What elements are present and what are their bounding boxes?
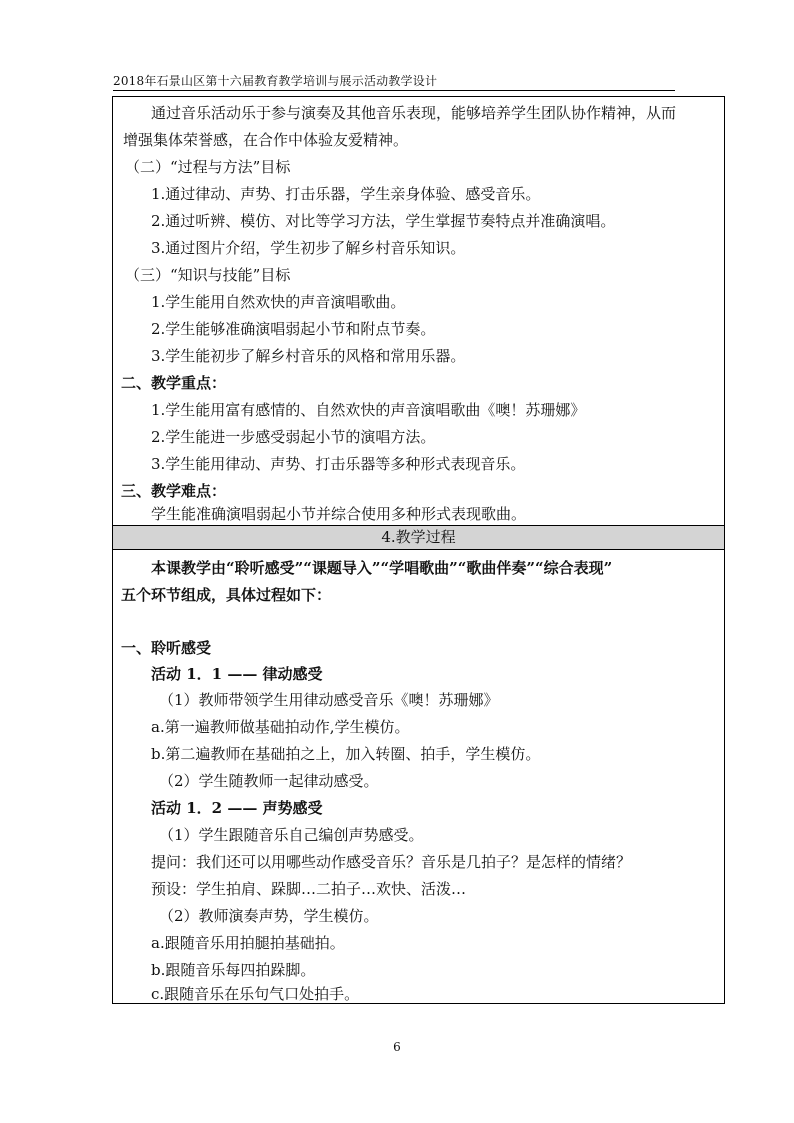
table-divider-bottom [113,549,724,550]
knowledge-skill-heading: （三）“知识与技能”目标 [125,266,291,284]
document-header: 2018年石景山区第十六届教育教学培训与展示活动教学设计 [113,74,675,91]
process-overview-line-2: 五个环节组成，具体过程如下： [121,586,332,604]
difficulty-heading: 三、教学难点： [121,482,227,500]
process-item: 1.通过律动、声势、打击乐器，学生亲身体验、感受音乐。 [151,185,541,203]
lesson-table [112,96,725,1004]
knowledge-item: 1.学生能用自然欢快的声音演唱歌曲。 [151,293,406,311]
activity-1-1-title: 活动 1．1 —— 律动感受 [151,665,323,683]
activity-line: 预设：学生拍肩、跺脚…二拍子…欢快、活泼… [151,880,467,898]
part-listening-heading: 一、聆听感受 [121,639,212,657]
objective-intro-line-2: 增强集体荣誉感，在合作中体验友爱精神。 [123,131,409,149]
knowledge-item: 2.学生能够准确演唱弱起小节和附点节奏。 [151,320,436,338]
knowledge-item: 3.学生能初步了解乡村音乐的风格和常用乐器。 [151,347,466,365]
activity-line: 提问：我们还可以用哪些动作感受音乐？音乐是几拍子？是怎样的情绪？ [151,853,632,871]
activity-line: a.跟随音乐用拍腿拍基础拍。 [151,934,345,952]
difficulty-text: 学生能准确演唱弱起小节并综合使用多种形式表现歌曲。 [151,505,527,523]
activity-line: （2）教师演奏声势，学生模仿。 [159,907,379,925]
key-point-item: 2.学生能进一步感受弱起小节的演唱方法。 [151,428,436,446]
key-points-heading: 二、教学重点： [121,374,227,392]
key-point-item: 1.学生能用富有感情的、自然欢快的声音演唱歌曲《噢！苏珊娜》 [151,401,586,419]
activity-line: c.跟随音乐在乐句气口处拍手。 [151,985,360,1003]
objective-intro-line-1: 通过音乐活动乐于参与演奏及其他音乐表现，能够培养学生团队协作精神，从而 [151,104,677,122]
activity-line: （1）学生跟随音乐自己编创声势感受。 [159,826,424,844]
process-item: 2.通过听辨、模仿、对比等学习方法，学生掌握节奏特点并准确演唱。 [151,212,616,230]
process-item: 3.通过图片介绍，学生初步了解乡村音乐知识。 [151,239,466,257]
activity-line: a.第一遍教师做基础拍动作,学生模仿。 [151,718,410,736]
teaching-process-title: 4.教学过程 [113,526,724,549]
process-method-heading: （二）“过程与方法”目标 [125,158,291,176]
page-number: 6 [393,1040,401,1054]
key-point-item: 3.学生能用律动、声势、打击乐器等多种形式表现音乐。 [151,455,526,473]
activity-line: b.跟随音乐每四拍跺脚。 [151,961,316,979]
process-overview-line-1: 本课教学由“聆听感受”“课题导入”“学唱歌曲”“歌曲伴奏”“综合表现” [151,559,613,577]
activity-line: b.第二遍教师在基础拍之上，加入转圈、拍手，学生模仿。 [151,745,541,763]
activity-1-2-title: 活动 1．2 —— 声势感受 [151,799,323,817]
activity-line: （2）学生随教师一起律动感受。 [159,772,379,790]
activity-line: （1）教师带领学生用律动感受音乐《噢！苏珊娜》 [159,691,499,709]
